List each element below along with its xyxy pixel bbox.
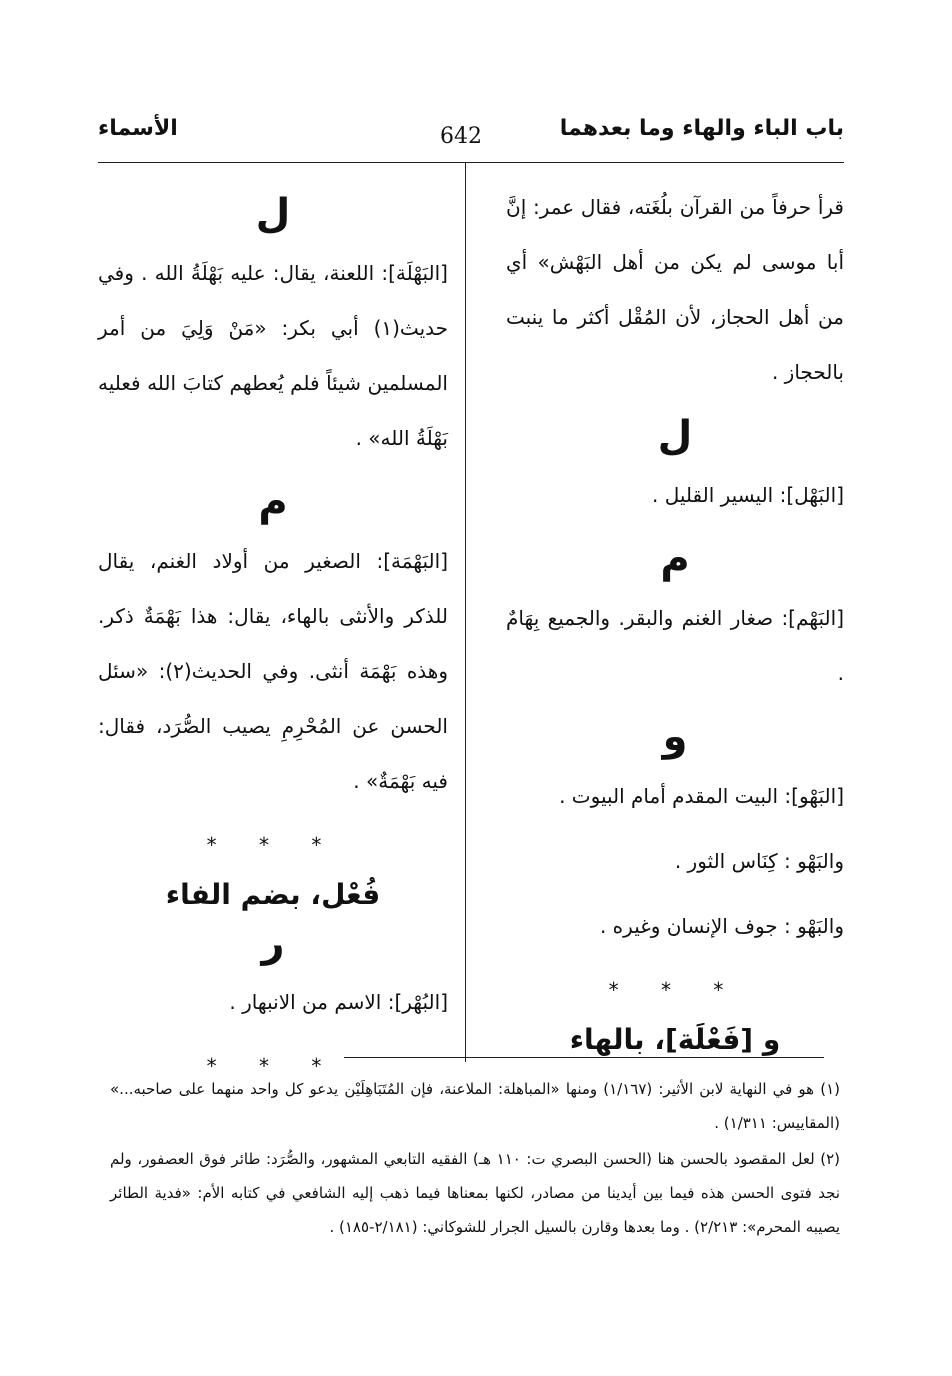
section-separator: * * *	[608, 978, 742, 1002]
letter-heading-lam: ل	[255, 191, 291, 237]
letter-heading-lam: ل	[657, 413, 693, 459]
chapter-heading-ful: فُعْل، بضم الفاء	[165, 878, 381, 911]
section-separator-end: * * *	[206, 1054, 340, 1078]
running-header-section: الأسماء	[98, 116, 178, 141]
section-separator: * * *	[206, 833, 340, 857]
entry-bahw-3: والبَهْو : جوف الإنسان وغيره .	[599, 914, 844, 938]
footnote-rule	[344, 1057, 824, 1058]
running-header-chapter: باب الباء والهاء وما بعدهما	[559, 116, 844, 141]
continued-paragraph: قرأ حرفاً من القرآن بلُغَته، فقال عمر: إنَّ أبا موسى لم يكن من أهل البَهْش» أي من أهل الحجاز، لأن المُقْل أكثر ما ينبت بالحجاز .	[506, 195, 844, 384]
letter-heading-waw: و	[662, 714, 688, 760]
footnote-2: (٢) لعل المقصود بالحسن هنا (الحسن البصري ت: ١١٠ هـ) الفقيه التابعي المشهور، والصُّرَد: طائر فوق العصفور، ولم نجد فتوى الحسن هذه فيما بين أيدينا من مصادر، لكنها بمعناها فيما ذهب إليه الشافعي في كتابه الأم: «فدية الطائر يصيبه المحرم»: ٢/٢١٣) . وما بعدها وقارن بالسيل الجرار للشوكاني: (٢/١٨١-١٨٥) .	[110, 1150, 840, 1236]
letter-heading-mim: م	[258, 479, 288, 525]
entry-bahla: [البَهْلَة]: اللعنة، يقال: عليه بَهْلَةُ الله . وفي حديث(١) أبي بكر: «مَنْ وَلِيَ من أمر المسلمين شيئاً فلم يُعطهم كتابَ الله فعليه بَهْلَةُ الله» .	[98, 261, 448, 450]
entry-buhr: [البُهْر]: الاسم من الانبهار .	[229, 990, 448, 1014]
left-column	[98, 180, 448, 1102]
letter-heading-mim: م	[660, 536, 690, 582]
chapter-heading-falah: و [فَعْلَة]، بالهاء	[569, 1023, 781, 1056]
right-column	[506, 180, 844, 1058]
entry-baham: [البَهْم]: صغار الغنم والبقر. والجميع بِهَامٌ .	[506, 606, 844, 685]
letter-heading-ra: ر	[261, 920, 285, 966]
entry-bahw-1: [البَهْو]: البيت المقدم أمام البيوت .	[559, 784, 844, 808]
footnote-1: (١) هو في النهاية لابن الأثير: (١/١٦٧) ومنها «المباهلة: الملاعنة، فإن المُتَبَاهِلَيْن يدعو كل واحد منهما على صاحبه...» (المقاييس: ١/٣١١) .	[110, 1080, 840, 1132]
column-divider	[465, 162, 466, 1062]
header-rule	[98, 162, 844, 163]
entry-bahw-2: والبَهْو : كِنَاس الثور .	[674, 849, 844, 873]
footnotes	[110, 1072, 840, 1246]
entry-bahl: [البَهْل]: اليسير القليل .	[652, 483, 844, 507]
entry-bahma: [البَهْمَة]: الصغير من أولاد الغنم، يقال للذكر والأنثى بالهاء، يقال: هذا بَهْمَةٌ ذكر. وهذه بَهْمَة أنثى. وفي الحديث(٢): «سئل الحسن عن المُحْرِمِ يصيب الصُّرَد، فقال: فيه بَهْمَةٌ» .	[98, 549, 449, 793]
page-number: 642	[440, 124, 482, 149]
